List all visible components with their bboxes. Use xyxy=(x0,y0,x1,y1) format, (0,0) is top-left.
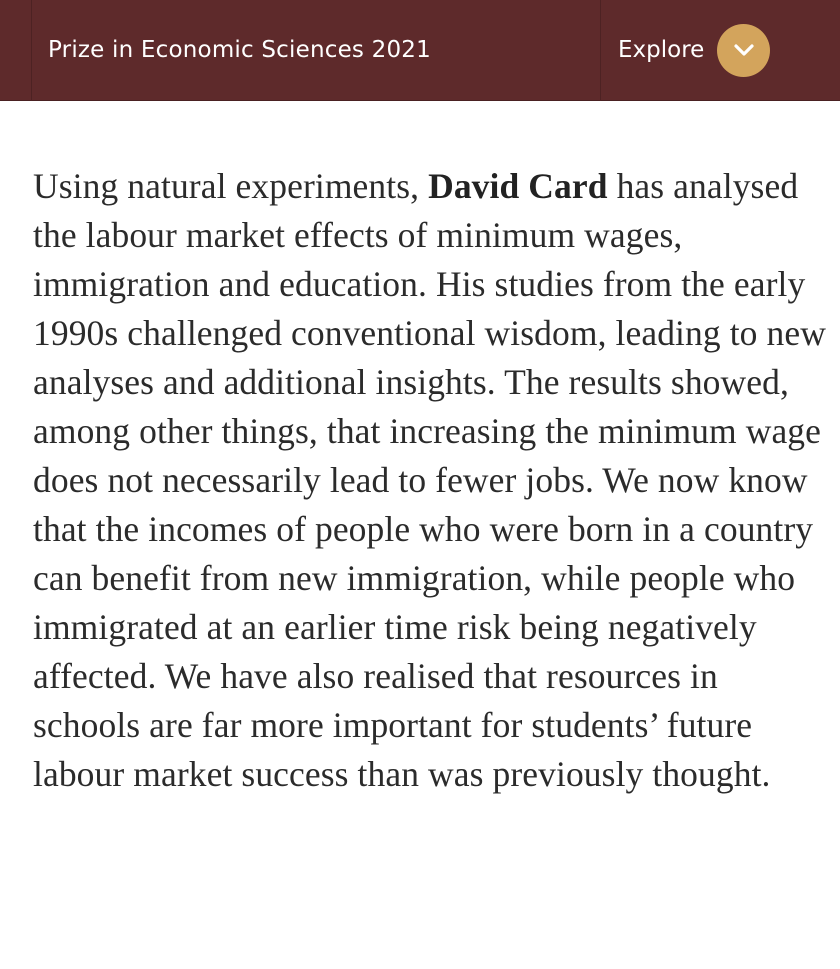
nav-edge-panel xyxy=(0,0,32,101)
nav-divider xyxy=(600,0,601,101)
article-paragraph xyxy=(33,162,833,799)
explore-label[interactable]: Explore xyxy=(618,37,705,63)
article-intro: Using natural experiments, xyxy=(33,166,429,206)
page-section-title[interactable]: Prize in Economic Sciences 2021 xyxy=(48,37,431,63)
laureate-name: David Card xyxy=(428,166,608,206)
chevron-down-icon[interactable] xyxy=(717,24,770,77)
article-body: has analysed the labour market effects of minimum wages, immigration and education. His studies from the early 1990s challenged conventional wisdom, leading to new analyses and additional insights. The results showed, among other things, that increasing the minimum wage does not necessarily lead to fewer jobs. We now know that the incomes of people who were born in a country can benefit from new immigration, while people who immigrated at an earlier time risk being negatively affected. We have also realised that resources in schools are far more important for students’ future labour market success than was previously thought. xyxy=(33,166,826,794)
top-navigation-bar xyxy=(0,0,840,101)
explore-menu-button[interactable] xyxy=(618,22,770,78)
